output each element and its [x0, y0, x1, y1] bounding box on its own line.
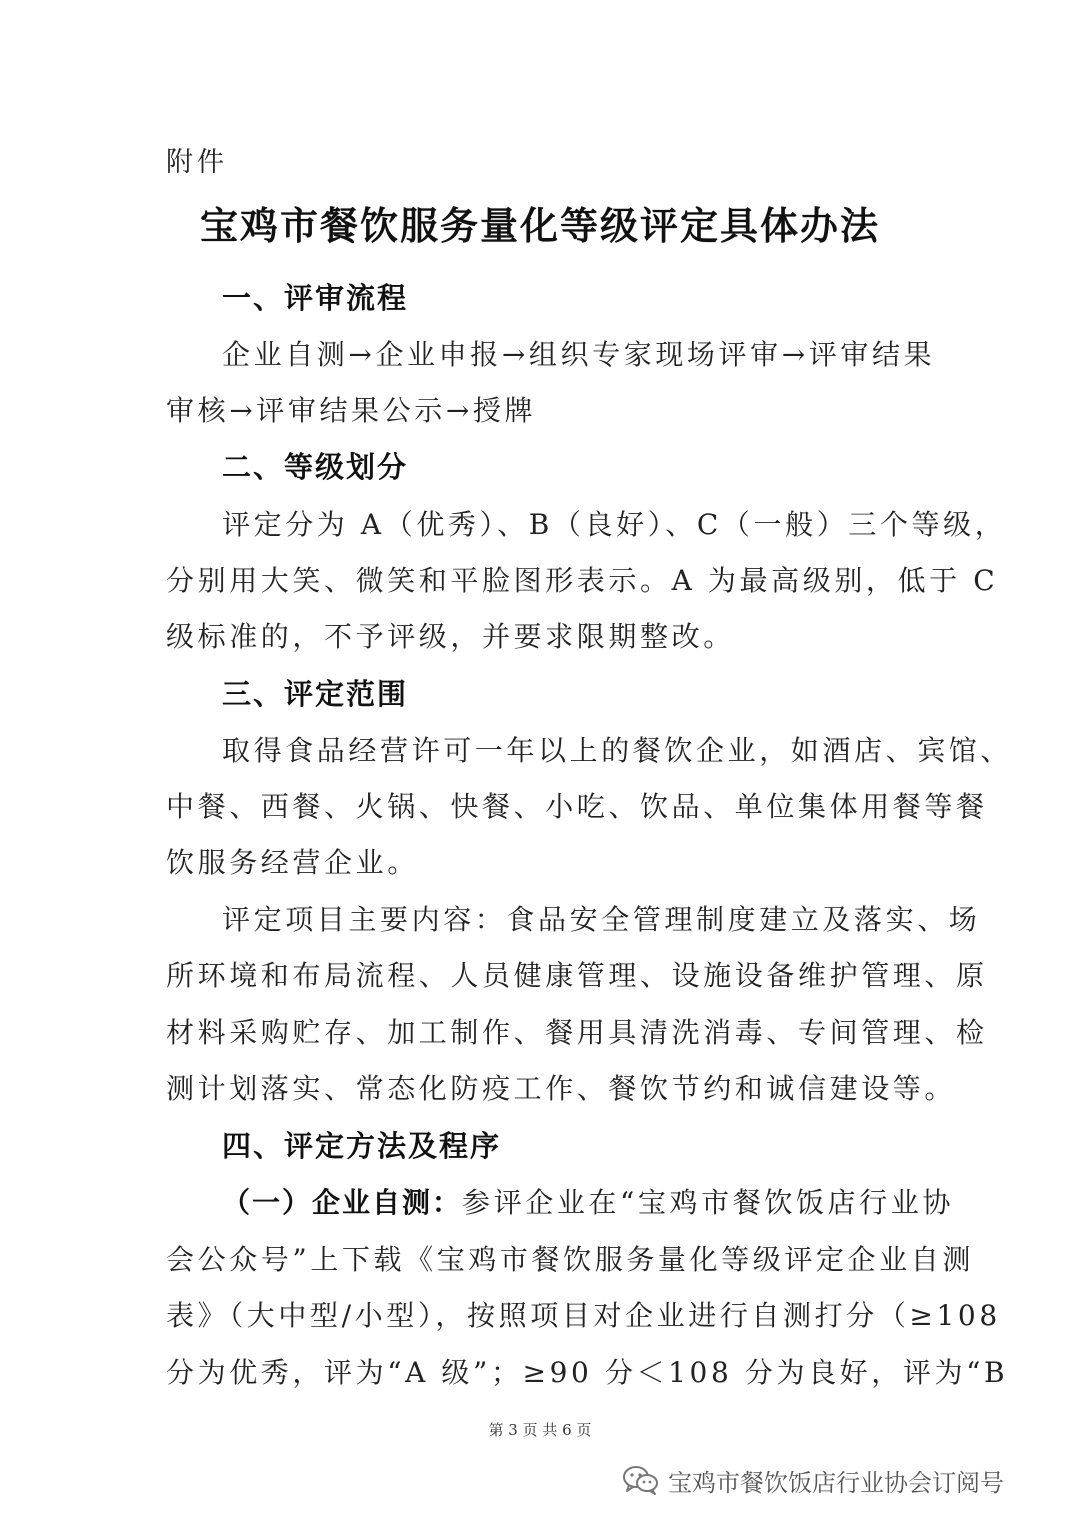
body-line: 级标准的，不予评级，并要求限期整改。 — [166, 620, 735, 653]
body-line: 表》（大中型/小型），按照项目对企业进行自测打分（≥108 — [166, 1299, 1001, 1332]
body-line: 材料采购贮存、加工制作、餐用具清洗消毒、专间管理、检 — [166, 1016, 988, 1049]
section-heading-4: 四、评定方法及程序 — [222, 1129, 502, 1163]
wechat-icon — [622, 1464, 660, 1496]
attachment-label: 附件 — [166, 147, 228, 178]
body-line: 分为优秀，评为“A 级”；≥90 分＜108 分为良好，评为“B — [166, 1356, 1009, 1389]
section-heading-1: 一、评审流程 — [222, 281, 409, 315]
section-heading-3: 三、评定范围 — [222, 677, 409, 711]
watermark-text: 宝鸡市餐饮饭店行业协会订阅号 — [668, 1468, 1004, 1497]
body-line: 饮服务经营企业。 — [166, 846, 419, 879]
body-line: 企业自测→企业申报→组织专家现场评审→评审结果 — [222, 338, 936, 371]
body-line: 分别用大笑、微笑和平脸图形表示。A 为最高级别，低于 C — [166, 564, 999, 597]
section-heading-2: 二、等级划分 — [222, 450, 409, 484]
body-line: 测计划落实、常态化防疫工作、餐饮节约和诚信建设等。 — [166, 1072, 957, 1105]
watermark — [622, 1462, 1004, 1498]
body-line: 取得食品经营许可一年以上的餐饮企业，如酒店、宾馆、 — [222, 734, 1013, 767]
page-indicator: 第 3 页 共 6 页 — [488, 1421, 592, 1439]
body-line: 评定项目主要内容：食品安全管理制度建立及落实、场 — [222, 903, 981, 936]
body-text: 参评企业在“宝鸡市餐饮饭店行业协 — [462, 1186, 954, 1219]
body-line — [222, 1181, 954, 1221]
body-line: 所环境和布局流程、人员健康管理、设施设备维护管理、原 — [166, 959, 988, 992]
subsection-label: （一）企业自测： — [222, 1186, 463, 1219]
body-line: 中餐、西餐、火锅、快餐、小吃、饮品、单位集体用餐等餐 — [166, 790, 988, 823]
document-title: 宝鸡市餐饮服务量化等级评定具体办法 — [199, 204, 880, 248]
body-line: 评定分为 A（优秀）、B（良好）、C（一般）三个等级， — [222, 508, 1007, 541]
body-line: 会公众号”上下载《宝鸡市餐饮服务量化等级评定企业自测 — [166, 1243, 974, 1276]
body-line: 审核→评审结果公示→授牌 — [166, 394, 537, 427]
